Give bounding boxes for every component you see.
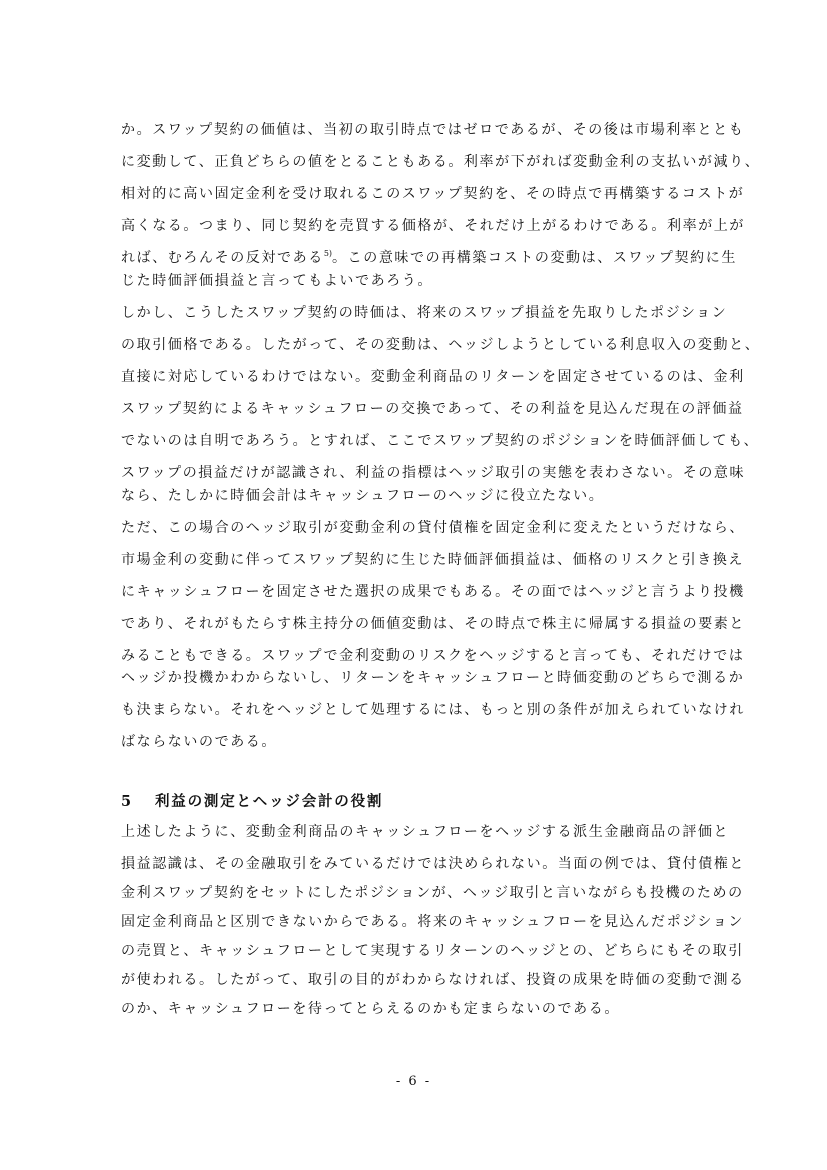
section-heading <box>121 786 771 818</box>
text-line: じた時価評価損益と言ってもよいであろう。 <box>121 273 433 289</box>
text-line: が使われる。したがって、取引の目的がわからなければ、投資の成果を時価の変動で測る <box>121 972 745 988</box>
text-line: 高くなる。つまり、同じ契約を売買する価格が、それだけ上がるわけである。利率が上が <box>121 218 745 234</box>
page-number: - 6 - <box>395 1074 432 1089</box>
text-fragment: れば、むろんその反対である <box>121 250 324 266</box>
text-line: 上述したように、変動金利商品のキャッシュフローをヘッジする派生金融商品の評価と <box>121 824 730 840</box>
text-line: スワップの損益だけが認識され、利益の指標はヘッジ取引の実態を表わさない。その意味 <box>121 465 746 481</box>
text-line: なら、たしかに時価会計はキャッシュフローのヘッジに役立たない。 <box>121 488 605 504</box>
footnote-marker: 5) <box>323 249 333 258</box>
text-line: 金利スワップ契約をセットにしたポジションが、ヘッジ取引と言いながらも投機のための <box>121 885 744 901</box>
text-line: の売買と、キャッシュフローとして実現するリターンのヘッジとの、どちらにもその取引 <box>121 943 744 959</box>
text-line: 固定金利商品と区別できないからである。将来のキャッシュフローを見込んだポジション <box>121 914 744 930</box>
text-line: 相対的に高い固定金利を受け取れるこのスワップ契約を、その時点で再構築するコストが <box>121 186 745 202</box>
text-line: 市場金利の変動に伴ってスワップ契約に生じた時価評価損益は、価格のリスクと引き換え <box>121 552 745 568</box>
text-line: のか、キャッシュフローを待ってとらえるのかも定まらないのである。 <box>121 1001 620 1017</box>
text-line: も決まらない。それをヘッジとして処理するには、もっと別の条件が加えられていなけれ <box>121 702 745 718</box>
text-line: に変動して、正負どちらの値をとることもある。利率が下がれば変動金利の支払いが減り、 <box>121 154 761 170</box>
text-line: ヘッジか投機かわからないし、リターンをキャッシュフローと時価変動のどちらで測るか <box>121 670 745 686</box>
text-line: ばならないのである。 <box>121 734 277 750</box>
section-title: 利益の測定とヘッジ会計の役割 <box>155 793 384 810</box>
text-line: 損益認識は、その金融取引をみているだけでは決められない。当面の例では、貸付債権と <box>121 856 745 872</box>
text-line: しかし、こうしたスワップ契約の時価は、将来のスワップ損益を先取りしたポジション <box>121 305 728 321</box>
text-line: ただ、この場合のヘッジ取引が変動金利の貸付債権を固定金利に変えたというだけなら、 <box>121 520 745 536</box>
text-line: か。スワップ契約の価値は、当初の取引時点ではゼロであるが、その後は市場利率ととも <box>121 122 745 138</box>
text-line: であり、それがもたらす株主持分の価値変動は、その時点で株主に帰属する損益の要素と <box>121 616 745 632</box>
text-line: 直接に対応しているわけではない。変動金利商品のリターンを固定させているのは、金利 <box>121 369 745 385</box>
text-fragment: 。この意味での再構築コストの変動は、スワップ契約に生 <box>332 250 737 266</box>
text-line: でないのは自明であろう。とすれば、ここでスワップ契約のポジションを時価評価しても、 <box>121 433 760 449</box>
text-line: の取引価格である。したがって、その変動は、ヘッジしようとしている利息収入の変動と、 <box>121 337 761 353</box>
section-number: 5 <box>121 793 132 810</box>
text-line: にキャッシュフローを固定させた選択の成果でもある。その面ではヘッジと言うより投機 <box>121 584 745 600</box>
text-line: みることもできる。スワップで金利変動のリスクをヘッジすると言っても、それだけでは <box>121 648 745 664</box>
text-line: スワップ契約によるキャッシュフローの交換であって、その利益を見込んだ現在の評価益 <box>121 401 744 417</box>
